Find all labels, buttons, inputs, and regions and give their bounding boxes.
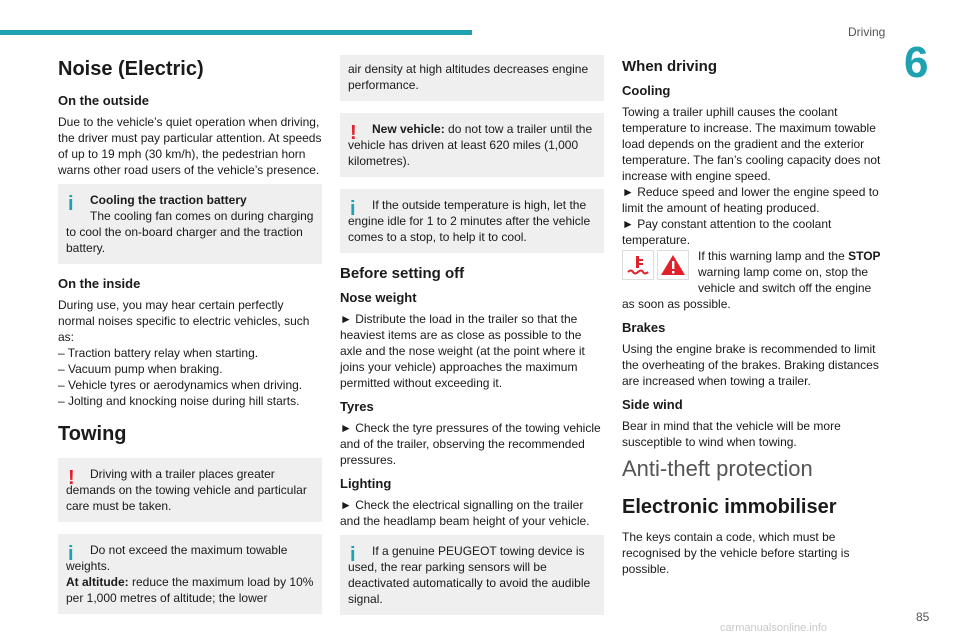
heading-towing: Towing — [58, 423, 127, 445]
brakes-text: Using the engine brake is recommended to limit the overheating of the brakes. Braking distances are increased when towing a trailer. — [622, 342, 879, 388]
outside-text: Due to the vehicle’s quiet operation when driving, the driver must pay particular attention. At speeds of up to 19 mph (30 km/h), the pedestrian horn warns other road users of the vehicle’s presence. — [58, 115, 322, 177]
warning-text: Driving with a trailer places greater demands on the towing vehicle and particular care must be taken. — [66, 467, 307, 513]
heading-immobiliser: Electronic immobiliser — [622, 496, 837, 518]
warning-lamps — [622, 250, 692, 280]
continued-box — [340, 55, 604, 101]
warning-box-new-vehicle — [340, 113, 604, 177]
heading-lighting: Lighting — [340, 476, 392, 491]
header-accent-bar — [0, 30, 472, 35]
warning-icon: ! — [350, 122, 357, 144]
side-wind-text: Bear in mind that the vehicle will be more susceptible to wind when towing. — [622, 419, 841, 449]
info-icon: i — [350, 544, 356, 566]
info-box-temperature — [340, 189, 604, 253]
heading-nose-weight: Nose weight — [340, 290, 417, 305]
page-number: 85 — [916, 610, 930, 624]
info-text: Do not exceed the maximum towable weights. — [66, 543, 288, 573]
chapter-number: 6 — [904, 38, 929, 87]
list-item: – Traction battery relay when starting. — [58, 346, 259, 360]
coolant-temperature-icon — [622, 250, 654, 280]
bullet-coolant: ► Pay constant attention to the coolant temperature. — [622, 217, 832, 247]
section-label: Driving — [848, 25, 886, 39]
warning-icon: ! — [68, 467, 75, 489]
altitude-text: reduce the maximum load by 10% per 1,000 metres of altitude; the lower — [66, 575, 314, 605]
new-vehicle-label: New vehicle: — [372, 122, 445, 136]
heading-tyres: Tyres — [340, 399, 374, 414]
inside-text: During use, you may hear certain perfectly normal noises specific to electric vehicles, such as: — [58, 298, 310, 344]
heading-inside: On the inside — [58, 276, 141, 291]
info-icon: i — [350, 198, 356, 220]
info-icon: i — [68, 193, 74, 215]
info-box-towing-device — [340, 535, 604, 615]
info-box-weights — [58, 534, 322, 614]
stop-warning-icon — [657, 250, 689, 280]
list-item: – Vacuum pump when braking. — [58, 362, 223, 376]
info-icon: i — [68, 543, 74, 565]
cooling-text: Towing a trailer uphill causes the coolant temperature to increase. The maximum towable load depends on the gradient and the exterior temperature. The fan’s cooling capacity does not increase with engine speed. — [622, 105, 881, 183]
heading-when-driving: When driving — [622, 58, 717, 75]
altitude-label: At altitude: — [66, 575, 129, 589]
lamp-text-b: warning lamp come on, stop the vehicle and switch off the engine as soon as possible. — [622, 265, 872, 311]
lamp-text-a: If this warning lamp and the — [698, 249, 849, 263]
list-item: – Vehicle tyres or aerodynamics when driving. — [58, 378, 303, 392]
warning-box-trailer — [58, 458, 322, 522]
info-text: The cooling fan comes on during charging to cool the on-board charger and the traction battery. — [66, 209, 314, 255]
list-item: – Jolting and knocking noise during hill starts. — [58, 394, 300, 408]
tyres-text: ► Check the tyre pressures of the towing vehicle and of the trailer, observing the recommended pressures. — [340, 421, 601, 467]
new-vehicle-text: do not tow a trailer until the vehicle has driven at least 620 miles (1,000 kilometres). — [348, 122, 593, 168]
info-title: Cooling the traction battery — [90, 193, 247, 207]
stop-label: STOP — [848, 249, 881, 263]
continued-text: air density at high altitudes decreases engine performance. — [348, 62, 589, 92]
heading-brakes: Brakes — [622, 320, 666, 335]
watermark: carmanualsonline.info — [720, 622, 828, 634]
column-3 — [622, 58, 886, 583]
lamp-row — [622, 248, 886, 312]
heading-noise: Noise (Electric) — [58, 58, 204, 80]
column-1 — [58, 58, 322, 626]
bullet-reduce-speed: ► Reduce speed and lower the engine speed to limit the amount of heating produced. — [622, 185, 879, 215]
info-text: If the outside temperature is high, let the engine idle for 1 to 2 minutes after the vehicle comes to a stop, to help it to cool. — [348, 198, 591, 244]
info-text: If a genuine PEUGEOT towing device is used, the rear parking sensors will be deactivated automatically to avoid the audible signal. — [348, 544, 591, 606]
immobiliser-text: The keys contain a code, which must be recognised by the vehicle before starting is possible. — [622, 530, 850, 576]
column-2 — [340, 55, 604, 627]
heading-cooling: Cooling — [622, 83, 671, 98]
lighting-text: ► Check the electrical signalling on the trailer and the headlamp beam height of your vehicle. — [340, 498, 590, 528]
nose-weight-text: ► Distribute the load in the trailer so that the heaviest items are as close as possible to the axle and the nose weight (at the point where it joins your vehicle) approaches the maximum permitted without exceeding it. — [340, 312, 585, 390]
info-box-cooling — [58, 184, 322, 264]
heading-outside: On the outside — [58, 93, 149, 108]
heading-before-setting-off: Before setting off — [340, 265, 465, 282]
heading-side-wind: Side wind — [622, 397, 683, 412]
heading-anti-theft: Anti-theft protection — [622, 456, 813, 481]
